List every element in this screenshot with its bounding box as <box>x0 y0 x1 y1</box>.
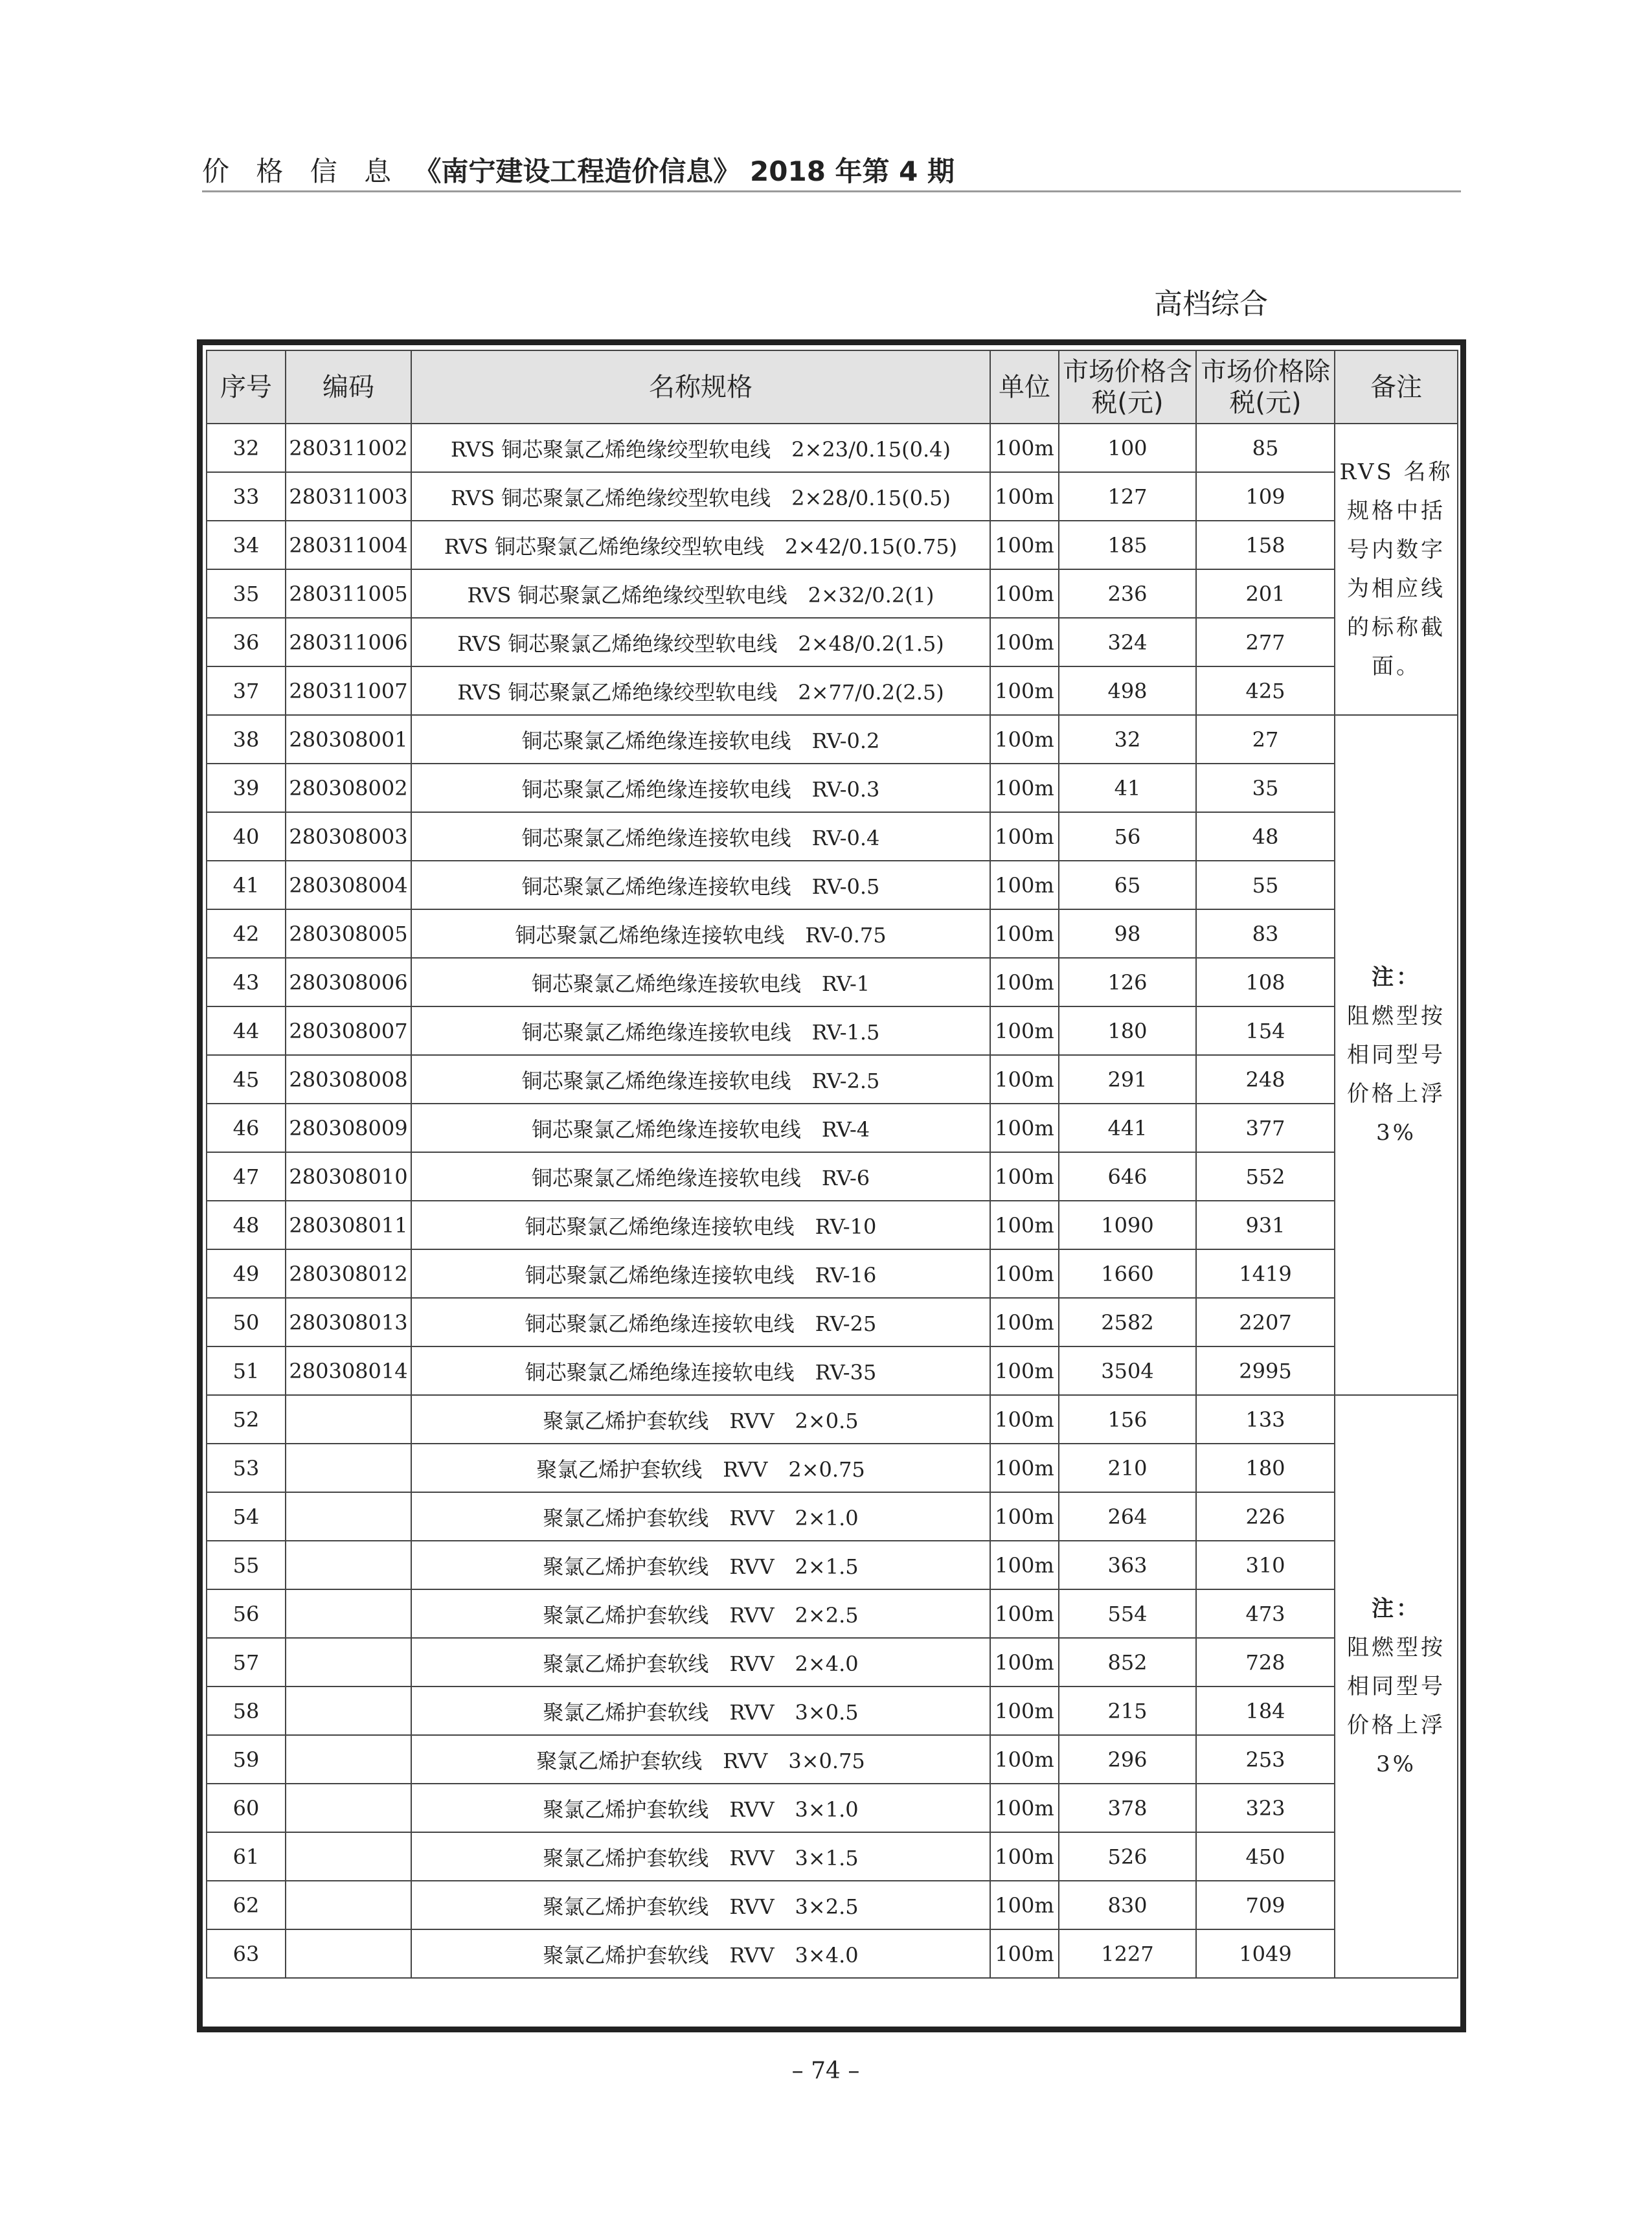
cell-name: 铜芯聚氯乙烯绝缘连接软电线 RV-35 <box>411 1346 990 1395</box>
cell-name: 聚氯乙烯护套软线 RVV 2×2.5 <box>411 1589 990 1638</box>
cell-unit: 100m <box>990 1881 1059 1929</box>
cell-price-tax-excl: 377 <box>1196 1104 1335 1152</box>
cell-code <box>286 1881 411 1929</box>
cell-price-tax-incl: 554 <box>1059 1589 1196 1638</box>
cell-name: 聚氯乙烯护套软线 RVV 2×1.0 <box>411 1492 990 1541</box>
cell-unit: 100m <box>990 1687 1059 1735</box>
cell-no: 39 <box>207 764 286 812</box>
cell-code: 280308002 <box>286 764 411 812</box>
table-row <box>207 666 1458 715</box>
table-row <box>207 1881 1458 1929</box>
table-row <box>207 1541 1458 1589</box>
cell-name: 聚氯乙烯护套软线 RVV 2×1.5 <box>411 1541 990 1589</box>
cell-price-tax-incl: 210 <box>1059 1444 1196 1492</box>
cell-no: 36 <box>207 618 286 666</box>
header-rule <box>202 190 1461 192</box>
cell-price-tax-excl: 27 <box>1196 715 1335 764</box>
col-header-no: 序号 <box>207 350 286 424</box>
cell-code <box>286 1541 411 1589</box>
page-number: – 74 – <box>791 2058 860 2084</box>
table-row <box>207 861 1458 909</box>
cell-code: 280308007 <box>286 1006 411 1055</box>
cell-no: 46 <box>207 1104 286 1152</box>
cell-name: 铜芯聚氯乙烯绝缘连接软电线 RV-6 <box>411 1152 990 1201</box>
cell-name: 聚氯乙烯护套软线 RVV 3×0.5 <box>411 1687 990 1735</box>
cell-no: 43 <box>207 958 286 1006</box>
cell-unit: 100m <box>990 764 1059 812</box>
cell-price-tax-incl: 65 <box>1059 861 1196 909</box>
cell-price-tax-excl: 2207 <box>1196 1298 1335 1346</box>
cell-name: 聚氯乙烯护套软线 RVV 2×0.75 <box>411 1444 990 1492</box>
cell-price-tax-incl: 852 <box>1059 1638 1196 1687</box>
cell-name: RVS 铜芯聚氯乙烯绝缘绞型软电线 2×23/0.15(0.4) <box>411 424 990 472</box>
cell-no: 38 <box>207 715 286 764</box>
cell-price-tax-incl: 100 <box>1059 424 1196 472</box>
cell-unit: 100m <box>990 812 1059 861</box>
cell-price-tax-incl: 441 <box>1059 1104 1196 1152</box>
table-row <box>207 1346 1458 1395</box>
cell-unit: 100m <box>990 1249 1059 1298</box>
cell-price-tax-excl: 310 <box>1196 1541 1335 1589</box>
cell-name: 聚氯乙烯护套软线 RVV 3×1.0 <box>411 1784 990 1832</box>
cell-code <box>286 1832 411 1881</box>
cell-price-tax-incl: 98 <box>1059 909 1196 958</box>
cell-unit: 100m <box>990 1541 1059 1589</box>
cell-no: 35 <box>207 569 286 618</box>
cell-price-tax-excl: 85 <box>1196 424 1335 472</box>
cell-no: 57 <box>207 1638 286 1687</box>
cell-unit: 100m <box>990 424 1059 472</box>
cell-no: 48 <box>207 1201 286 1249</box>
cell-code: 280311007 <box>286 666 411 715</box>
table-row <box>207 1832 1458 1881</box>
table-row <box>207 1152 1458 1201</box>
table-row <box>207 1784 1458 1832</box>
table-row <box>207 958 1458 1006</box>
cell-price-tax-excl: 83 <box>1196 909 1335 958</box>
table-row <box>207 715 1458 764</box>
table-row <box>207 1249 1458 1298</box>
cell-price-tax-incl: 291 <box>1059 1055 1196 1104</box>
cell-price-tax-excl: 109 <box>1196 472 1335 521</box>
cell-price-tax-incl: 296 <box>1059 1735 1196 1784</box>
header-category: 价 格 信 息 <box>202 155 401 187</box>
cell-no: 53 <box>207 1444 286 1492</box>
cell-price-tax-excl: 450 <box>1196 1832 1335 1881</box>
table-row <box>207 1638 1458 1687</box>
cell-code: 280311005 <box>286 569 411 618</box>
table-row <box>207 812 1458 861</box>
table-body <box>207 424 1458 1978</box>
cell-name: 铜芯聚氯乙烯绝缘连接软电线 RV-25 <box>411 1298 990 1346</box>
cell-no: 58 <box>207 1687 286 1735</box>
table-row <box>207 764 1458 812</box>
cell-no: 54 <box>207 1492 286 1541</box>
cell-price-tax-excl: 248 <box>1196 1055 1335 1104</box>
cell-code: 280311004 <box>286 521 411 569</box>
cell-unit: 100m <box>990 1832 1059 1881</box>
cell-code <box>286 1638 411 1687</box>
cell-no: 33 <box>207 472 286 521</box>
cell-code: 280308003 <box>286 812 411 861</box>
price-table <box>206 350 1458 1979</box>
cell-name: 聚氯乙烯护套软线 RVV 3×2.5 <box>411 1881 990 1929</box>
cell-code: 280308013 <box>286 1298 411 1346</box>
cell-unit: 100m <box>990 1784 1059 1832</box>
cell-unit: 100m <box>990 472 1059 521</box>
cell-code: 280311003 <box>286 472 411 521</box>
cell-no: 55 <box>207 1541 286 1589</box>
cell-no: 41 <box>207 861 286 909</box>
cell-code: 280308011 <box>286 1201 411 1249</box>
cell-name: RVS 铜芯聚氯乙烯绝缘绞型软电线 2×32/0.2(1) <box>411 569 990 618</box>
cell-name: 铜芯聚氯乙烯绝缘连接软电线 RV-0.3 <box>411 764 990 812</box>
cell-no: 49 <box>207 1249 286 1298</box>
table-row <box>207 1929 1458 1978</box>
cell-code: 280308010 <box>286 1152 411 1201</box>
table-row <box>207 1444 1458 1492</box>
cell-name: 铜芯聚氯乙烯绝缘连接软电线 RV-0.2 <box>411 715 990 764</box>
cell-unit: 100m <box>990 1638 1059 1687</box>
cell-no: 44 <box>207 1006 286 1055</box>
col-header-code: 编码 <box>286 350 411 424</box>
cell-no: 59 <box>207 1735 286 1784</box>
cell-price-tax-excl: 184 <box>1196 1687 1335 1735</box>
cell-code: 280311006 <box>286 618 411 666</box>
cell-unit: 100m <box>990 1346 1059 1395</box>
cell-price-tax-incl: 236 <box>1059 569 1196 618</box>
cell-price-tax-incl: 185 <box>1059 521 1196 569</box>
cell-code: 280308006 <box>286 958 411 1006</box>
cell-name: 聚氯乙烯护套软线 RVV 3×4.0 <box>411 1929 990 1978</box>
cell-no: 61 <box>207 1832 286 1881</box>
cell-code <box>286 1784 411 1832</box>
cell-no: 47 <box>207 1152 286 1201</box>
cell-price-tax-incl: 215 <box>1059 1687 1196 1735</box>
cell-price-tax-excl: 55 <box>1196 861 1335 909</box>
cell-no: 40 <box>207 812 286 861</box>
cell-price-tax-excl: 2995 <box>1196 1346 1335 1395</box>
table-row <box>207 909 1458 958</box>
remark-text: 阻燃型按相同型号价格上浮3% <box>1347 1635 1445 1777</box>
cell-code <box>286 1444 411 1492</box>
cell-price-tax-excl: 323 <box>1196 1784 1335 1832</box>
cell-price-tax-excl: 35 <box>1196 764 1335 812</box>
cell-code <box>286 1735 411 1784</box>
cell-price-tax-excl: 728 <box>1196 1638 1335 1687</box>
cell-code: 280308009 <box>286 1104 411 1152</box>
cell-price-tax-incl: 32 <box>1059 715 1196 764</box>
cell-name: 铜芯聚氯乙烯绝缘连接软电线 RV-4 <box>411 1104 990 1152</box>
cell-price-tax-excl: 133 <box>1196 1395 1335 1444</box>
cell-unit: 100m <box>990 1298 1059 1346</box>
cell-name: 铜芯聚氯乙烯绝缘连接软电线 RV-1 <box>411 958 990 1006</box>
col-header-price-tax-incl <box>1059 350 1196 424</box>
remark-text: RVS 名称规格中括号内数字为相应线的标称截面。 <box>1339 459 1453 679</box>
cell-price-tax-excl: 253 <box>1196 1735 1335 1784</box>
cell-price-tax-incl: 1227 <box>1059 1929 1196 1978</box>
table-row <box>207 569 1458 618</box>
cell-code: 280308008 <box>286 1055 411 1104</box>
table-row <box>207 1104 1458 1152</box>
cell-name: 聚氯乙烯护套软线 RVV 2×0.5 <box>411 1395 990 1444</box>
cell-unit: 100m <box>990 1055 1059 1104</box>
cell-no: 50 <box>207 1298 286 1346</box>
cell-name: RVS 铜芯聚氯乙烯绝缘绞型软电线 2×42/0.15(0.75) <box>411 521 990 569</box>
cell-no: 60 <box>207 1784 286 1832</box>
cell-unit: 100m <box>990 1492 1059 1541</box>
table-row <box>207 1589 1458 1638</box>
table-row <box>207 1395 1458 1444</box>
cell-no: 32 <box>207 424 286 472</box>
cell-unit: 100m <box>990 715 1059 764</box>
cell-price-tax-incl: 1090 <box>1059 1201 1196 1249</box>
cell-price-tax-incl: 127 <box>1059 472 1196 521</box>
cell-price-tax-excl: 226 <box>1196 1492 1335 1541</box>
cell-price-tax-incl: 363 <box>1059 1541 1196 1589</box>
cell-price-tax-excl: 158 <box>1196 521 1335 569</box>
cell-unit: 100m <box>990 1104 1059 1152</box>
table-row <box>207 1006 1458 1055</box>
header-text <box>202 148 955 196</box>
cell-name: 铜芯聚氯乙烯绝缘连接软电线 RV-16 <box>411 1249 990 1298</box>
cell-price-tax-incl: 378 <box>1059 1784 1196 1832</box>
cell-name: RVS 铜芯聚氯乙烯绝缘绞型软电线 2×77/0.2(2.5) <box>411 666 990 715</box>
cell-price-tax-incl: 1660 <box>1059 1249 1196 1298</box>
col-header-remark: 备注 <box>1335 350 1458 424</box>
cell-code: 280308001 <box>286 715 411 764</box>
cell-price-tax-excl: 473 <box>1196 1589 1335 1638</box>
cell-price-tax-excl: 1419 <box>1196 1249 1335 1298</box>
cell-name: 铜芯聚氯乙烯绝缘连接软电线 RV-0.5 <box>411 861 990 909</box>
cell-price-tax-incl: 498 <box>1059 666 1196 715</box>
col-header-price-tax-incl-text: 市场价格含税(元) <box>1063 356 1192 418</box>
cell-remark <box>1335 715 1458 1395</box>
cell-name: RVS 铜芯聚氯乙烯绝缘绞型软电线 2×48/0.2(1.5) <box>411 618 990 666</box>
table-row <box>207 1055 1458 1104</box>
cell-name: 聚氯乙烯护套软线 RVV 3×1.5 <box>411 1832 990 1881</box>
cell-code <box>286 1492 411 1541</box>
cell-price-tax-excl: 180 <box>1196 1444 1335 1492</box>
cell-price-tax-incl: 830 <box>1059 1881 1196 1929</box>
cell-unit: 100m <box>990 1201 1059 1249</box>
remark-heading: 注： <box>1372 964 1421 990</box>
cell-price-tax-excl: 552 <box>1196 1152 1335 1201</box>
cell-no: 42 <box>207 909 286 958</box>
running-header <box>202 148 1497 196</box>
col-header-price-tax-excl <box>1196 350 1335 424</box>
table-row <box>207 1201 1458 1249</box>
cell-name: 铜芯聚氯乙烯绝缘连接软电线 RV-0.4 <box>411 812 990 861</box>
cell-name: RVS 铜芯聚氯乙烯绝缘绞型软电线 2×28/0.15(0.5) <box>411 472 990 521</box>
cell-price-tax-incl: 3504 <box>1059 1346 1196 1395</box>
cell-no: 52 <box>207 1395 286 1444</box>
cell-name: 铜芯聚氯乙烯绝缘连接软电线 RV-0.75 <box>411 909 990 958</box>
cell-name: 铜芯聚氯乙烯绝缘连接软电线 RV-1.5 <box>411 1006 990 1055</box>
cell-unit: 100m <box>990 1929 1059 1978</box>
cell-unit: 100m <box>990 569 1059 618</box>
cell-price-tax-excl: 425 <box>1196 666 1335 715</box>
cell-no: 37 <box>207 666 286 715</box>
table-row <box>207 1298 1458 1346</box>
cell-remark <box>1335 424 1458 715</box>
cell-price-tax-excl: 48 <box>1196 812 1335 861</box>
col-header-unit: 单位 <box>990 350 1059 424</box>
cell-price-tax-incl: 646 <box>1059 1152 1196 1201</box>
cell-price-tax-excl: 201 <box>1196 569 1335 618</box>
cell-price-tax-incl: 41 <box>1059 764 1196 812</box>
cell-unit: 100m <box>990 1589 1059 1638</box>
cell-remark <box>1335 1395 1458 1978</box>
cell-no: 45 <box>207 1055 286 1104</box>
cell-price-tax-incl: 180 <box>1059 1006 1196 1055</box>
cell-no: 62 <box>207 1881 286 1929</box>
cell-price-tax-excl: 154 <box>1196 1006 1335 1055</box>
cell-no: 34 <box>207 521 286 569</box>
table-row <box>207 424 1458 472</box>
cell-code: 280308012 <box>286 1249 411 1298</box>
cell-price-tax-excl: 277 <box>1196 618 1335 666</box>
cell-price-tax-excl: 709 <box>1196 1881 1335 1929</box>
table-row <box>207 1735 1458 1784</box>
remark-text: 阻燃型按相同型号价格上浮3% <box>1347 1003 1445 1146</box>
cell-code <box>286 1589 411 1638</box>
cell-name: 聚氯乙烯护套软线 RVV 3×0.75 <box>411 1735 990 1784</box>
cell-unit: 100m <box>990 1444 1059 1492</box>
cell-price-tax-incl: 2582 <box>1059 1298 1196 1346</box>
cell-name: 铜芯聚氯乙烯绝缘连接软电线 RV-10 <box>411 1201 990 1249</box>
cell-code: 280311002 <box>286 424 411 472</box>
cell-no: 56 <box>207 1589 286 1638</box>
table-row <box>207 521 1458 569</box>
cell-unit: 100m <box>990 618 1059 666</box>
cell-unit: 100m <box>990 1395 1059 1444</box>
cell-unit: 100m <box>990 861 1059 909</box>
cell-name: 聚氯乙烯护套软线 RVV 2×4.0 <box>411 1638 990 1687</box>
cell-unit: 100m <box>990 1006 1059 1055</box>
cell-unit: 100m <box>990 521 1059 569</box>
cell-unit: 100m <box>990 909 1059 958</box>
cell-no: 51 <box>207 1346 286 1395</box>
cell-price-tax-excl: 108 <box>1196 958 1335 1006</box>
table-row <box>207 618 1458 666</box>
cell-unit: 100m <box>990 958 1059 1006</box>
cell-price-tax-incl: 156 <box>1059 1395 1196 1444</box>
cell-unit: 100m <box>990 1152 1059 1201</box>
cell-price-tax-incl: 324 <box>1059 618 1196 666</box>
cell-no: 63 <box>207 1929 286 1978</box>
cell-code <box>286 1395 411 1444</box>
cell-unit: 100m <box>990 1735 1059 1784</box>
cell-code: 280308004 <box>286 861 411 909</box>
cell-price-tax-incl: 126 <box>1059 958 1196 1006</box>
cell-name: 铜芯聚氯乙烯绝缘连接软电线 RV-2.5 <box>411 1055 990 1104</box>
table-header-row <box>207 350 1458 424</box>
table-row <box>207 472 1458 521</box>
cell-code <box>286 1687 411 1735</box>
cell-price-tax-incl: 56 <box>1059 812 1196 861</box>
cell-price-tax-excl: 931 <box>1196 1201 1335 1249</box>
table-row <box>207 1687 1458 1735</box>
cell-code <box>286 1929 411 1978</box>
remark-heading: 注： <box>1372 1596 1421 1622</box>
cell-price-tax-incl: 526 <box>1059 1832 1196 1881</box>
cell-price-tax-incl: 264 <box>1059 1492 1196 1541</box>
table-row <box>207 1492 1458 1541</box>
header-publication: 《南宁建设工程造价信息》 2018 年第 4 期 <box>414 155 955 187</box>
cell-code: 280308014 <box>286 1346 411 1395</box>
col-header-price-tax-excl-text: 市场价格除税(元) <box>1201 356 1330 418</box>
cell-unit: 100m <box>990 666 1059 715</box>
section-label: 高档综合 <box>1154 288 1268 321</box>
cell-price-tax-excl: 1049 <box>1196 1929 1335 1978</box>
col-header-name: 名称规格 <box>411 350 990 424</box>
cell-code: 280308005 <box>286 909 411 958</box>
